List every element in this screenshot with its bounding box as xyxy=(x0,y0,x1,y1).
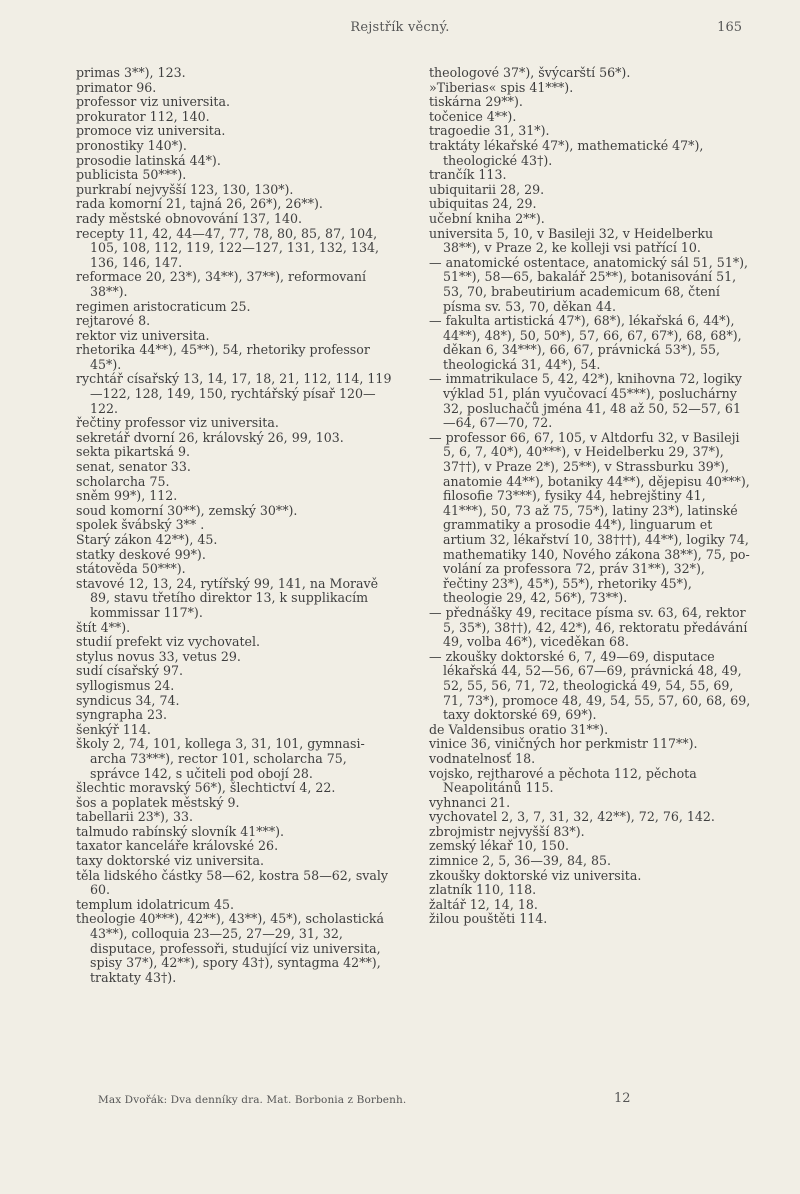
index-entry: taxator kanceláře královské 26. xyxy=(76,838,279,854)
index-entry: theologové 37*), švýcarští 56*). xyxy=(429,65,631,80)
index-entry: šos a poplatek městský 9. xyxy=(76,794,240,810)
index-entry: stylus novus 33, vetus 29. xyxy=(76,648,241,664)
index-entry: primator 96. xyxy=(76,79,157,95)
index-entry: rektor viz universita. xyxy=(76,327,210,343)
index-entry: žaltář 12, 14, 18. xyxy=(429,896,538,912)
index-entry: rejtarové 8. xyxy=(76,313,151,329)
index-entry: rychtář císařský 13, 14, 17, 18, 21, 112, 114, 119—122, 128, 149, 150, rychtářský písař 120—122. xyxy=(76,371,392,416)
index-entry: štít 4**). xyxy=(76,619,131,635)
index-entry: primas 3**), 123. xyxy=(76,65,186,80)
page-number: 165 xyxy=(717,20,742,35)
index-entry: de Valdensibus oratio 31**). xyxy=(429,721,609,737)
index-entry: syndicus 34, 74. xyxy=(76,692,180,708)
index-entry: rhetorika 44**), 45**), 54, rhetoriky professor 45*). xyxy=(76,342,370,372)
index-entry: — professor 66, 67, 105, v Altdorfu 32, v Basileji 5, 6, 7, 40*), 40***), v Heidelberku 29, 37*), 37††), v Praze 2*), 25**), v Strassburku 39*), anatomie 44**), botaniky 44**), dějepisu 40***), filosofie 73***), fysiky 44, hebrejštiny 41, 41***), 50, 73 až 75, 75*), latiny 23*), latinské grammatiky a prosodie 44*), linguarum et artium 32, lékařství 10, 38†††), 44**), logiky 74, mathematiky 140, Nového zákona 38**), 75, povolání za professora 72, práv 31**), 32*), řečtiny 23*), 45*), 55*), rhetoriky 45*), theologie 29, 42, 56*), 73**). xyxy=(429,429,750,606)
index-entry: zbrojmistr nejvyšší 83*). xyxy=(429,823,585,839)
index-entry: zkoušky doktorské viz universita. xyxy=(429,867,642,883)
index-entry: sněm 99*), 112. xyxy=(76,488,178,504)
index-entry: senat, senator 33. xyxy=(76,459,191,475)
index-entry: vojsko, rejtharové a pěchota 112, pěchota Neapolitánů 115. xyxy=(429,765,697,796)
index-entry: »Tiberias« spis 41***). xyxy=(429,79,574,95)
index-entry: ubiquitas 24, 29. xyxy=(429,196,537,212)
index-entry: templum idolatricum 45. xyxy=(76,896,235,912)
index-entry: sekta pikartská 9. xyxy=(76,444,191,460)
index-entry: studií prefekt viz vychovatel. xyxy=(76,634,261,650)
index-entry: vinice 36, viničných hor perkmistr 117**). xyxy=(429,736,698,752)
index-entry: syllogismus 24. xyxy=(76,677,175,693)
index-entry: syngrapha 23. xyxy=(76,707,167,723)
page-footer xyxy=(0,1091,800,1111)
index-entry: tragoedie 31, 31*). xyxy=(429,123,550,139)
index-entry: ubiquitarii 28, 29. xyxy=(429,181,545,197)
index-entry: — fakulta artistická 47*), 68*), lékařská 6, 44*), 44**), 48*), 50, 50*), 57, 66, 67, 67*), 68, 68*), děkan 6, 34***), 66, 67, právnická 53*), 55, theologická 31, 44*), 54. xyxy=(429,313,742,372)
index-entry: stavové 12, 13, 24, rytířský 99, 141, na Moravě 89, stavu třetího direktor 13, k supplikacím kommissar 117*). xyxy=(76,575,379,620)
index-entry: těla lidského částky 58—62, kostra 58—62, svaly 60. xyxy=(76,867,389,898)
index-entry: reformace 20, 23*), 34**), 37**), reformovaní 38**). xyxy=(76,269,367,299)
index-entry: prosodie latinská 44*). xyxy=(76,152,221,168)
index-entry: traktáty lékařské 47*), mathematické 47*), theologické 43†). xyxy=(429,137,704,168)
index-entry: professor viz universita. xyxy=(76,94,230,110)
sheet-number: 12 xyxy=(614,1091,631,1106)
index-entry: publicista 50***). xyxy=(76,167,187,183)
index-entry: soud komorní 30**), zemský 30**). xyxy=(76,502,298,518)
index-entry: trančík 113. xyxy=(429,167,507,183)
index-entry: taxy doktorské viz universita. xyxy=(76,853,264,869)
index-entry: theologie 40***), 42**), 43**), 45*), scholastická 43**), colloquia 23—25, 27—29, 31, 32, disputace, professoři, studující viz universita, spisy 37*), 42**), spory 43†), syntagma 42**), traktaty 43†). xyxy=(76,911,385,985)
index-entry: zimnice 2, 5, 36—39, 84, 85. xyxy=(429,853,612,869)
index-entry: sekretář dvorní 26, královský 26, 99, 103. xyxy=(76,429,344,445)
index-entry: vychovatel 2, 3, 7, 31, 32, 42**), 72, 76, 142. xyxy=(429,809,715,825)
index-entry: rada komorní 21, tajná 26, 26*), 26**). xyxy=(76,196,323,212)
index-entry: učební kniha 2**). xyxy=(429,210,545,226)
index-entry: točenice 4**). xyxy=(429,108,517,124)
index-entry: — immatrikulace 5, 42, 42*), knihovna 72, logiky výklad 51, plán vyučovací 45***), posluchárny 32, posluchačů jména 41, 48 až 50, 52—57, 61—64, 67—70, 72. xyxy=(429,371,742,431)
footer-note: Max Dvořák: Dva denníky dra. Mat. Borbonia z Borbenh. xyxy=(98,1094,407,1106)
index-entry: regimen aristocraticum 25. xyxy=(76,298,251,314)
index-entry: talmudo rabínský slovník 41***). xyxy=(76,823,285,839)
index-entry: Starý zákon 42**), 45. xyxy=(76,532,218,547)
index-entry: — přednášky 49, recitace písma sv. 63, 64, rektor 5, 35*), 38††), 42, 42*), 46, rektoratu předávání 49, volba 46*), viceděkan 68. xyxy=(429,604,748,650)
index-entry: tiskárna 29**). xyxy=(429,94,523,110)
index-entry: recepty 11, 42, 44—47, 77, 78, 80, 85, 87, 104, 105, 108, 112, 119, 122—127, 131, 132, 134, 136, 146, 147. xyxy=(76,225,379,270)
index-entry: sudí císařský 97. xyxy=(76,663,183,679)
index-entry: statky deskové 99*). xyxy=(76,546,206,562)
index-entry: promoce viz universita. xyxy=(76,123,226,139)
index-entry: spolek švábský 3** . xyxy=(76,517,205,533)
index-entry: rady městské obnovování 137, 140. xyxy=(76,210,303,226)
index-entry: zlatník 110, 118. xyxy=(429,882,537,898)
index-entry: scholarcha 75. xyxy=(76,473,170,489)
index-entry: státověda 50***). xyxy=(76,561,186,577)
index-entry: žilou pouštěti 114. xyxy=(429,911,548,927)
index-entry: řečtiny professor viz universita. xyxy=(76,415,279,431)
index-entry: vodnatelnosť 18. xyxy=(429,750,536,766)
index-entry: vyhnanci 21. xyxy=(429,794,511,810)
index-entry: šlechtic moravský 56*), šlechtictví 4, 22. xyxy=(76,780,336,796)
index-entry: purkrabí nejvyšší 123, 130, 130*). xyxy=(76,181,294,197)
index-column-right xyxy=(429,66,751,927)
index-entry: universita 5, 10, v Basileji 32, v Heidelberku 38**), v Praze 2, ke kolleji vsi patřící 10. xyxy=(429,225,714,256)
index-entry: šenkýř 114. xyxy=(76,721,151,737)
running-title: Rejstřík věcný. xyxy=(350,20,450,35)
index-entry: — anatomické ostentace, anatomický sál 51, 51*), 51**), 58—65, bakalář 25**), botanisování 51, 53, 70, brabeutirium academicum 68, čtení písma sv. 53, 70, děkan 44. xyxy=(429,254,749,314)
page-header xyxy=(0,20,800,44)
index-entry: zemský lékař 10, 150. xyxy=(429,838,569,854)
index-column-left xyxy=(76,66,396,985)
index-entry: pronostiky 140*). xyxy=(76,137,187,153)
index-entry: školy 2, 74, 101, kollega 3, 31, 101, gymnasiarcha 73***), rector 101, scholarcha 75, správce 142, s učiteli pod obojí 28. xyxy=(76,736,365,781)
index-entry: tabellarii 23*), 33. xyxy=(76,809,193,825)
index-entry: prokurator 112, 140. xyxy=(76,108,210,124)
index-entry: — zkoušky doktorské 6, 7, 49—69, disputace lékařská 44, 52—56, 67—69, právnická 48, 49, 52, 55, 56, 71, 72, theologická 49, 54, 55, 69, 71, 73*), promoce 48, 49, 54, 55, 57, 60, 68, 69, taxy doktorské 69, 69*). xyxy=(429,648,751,723)
